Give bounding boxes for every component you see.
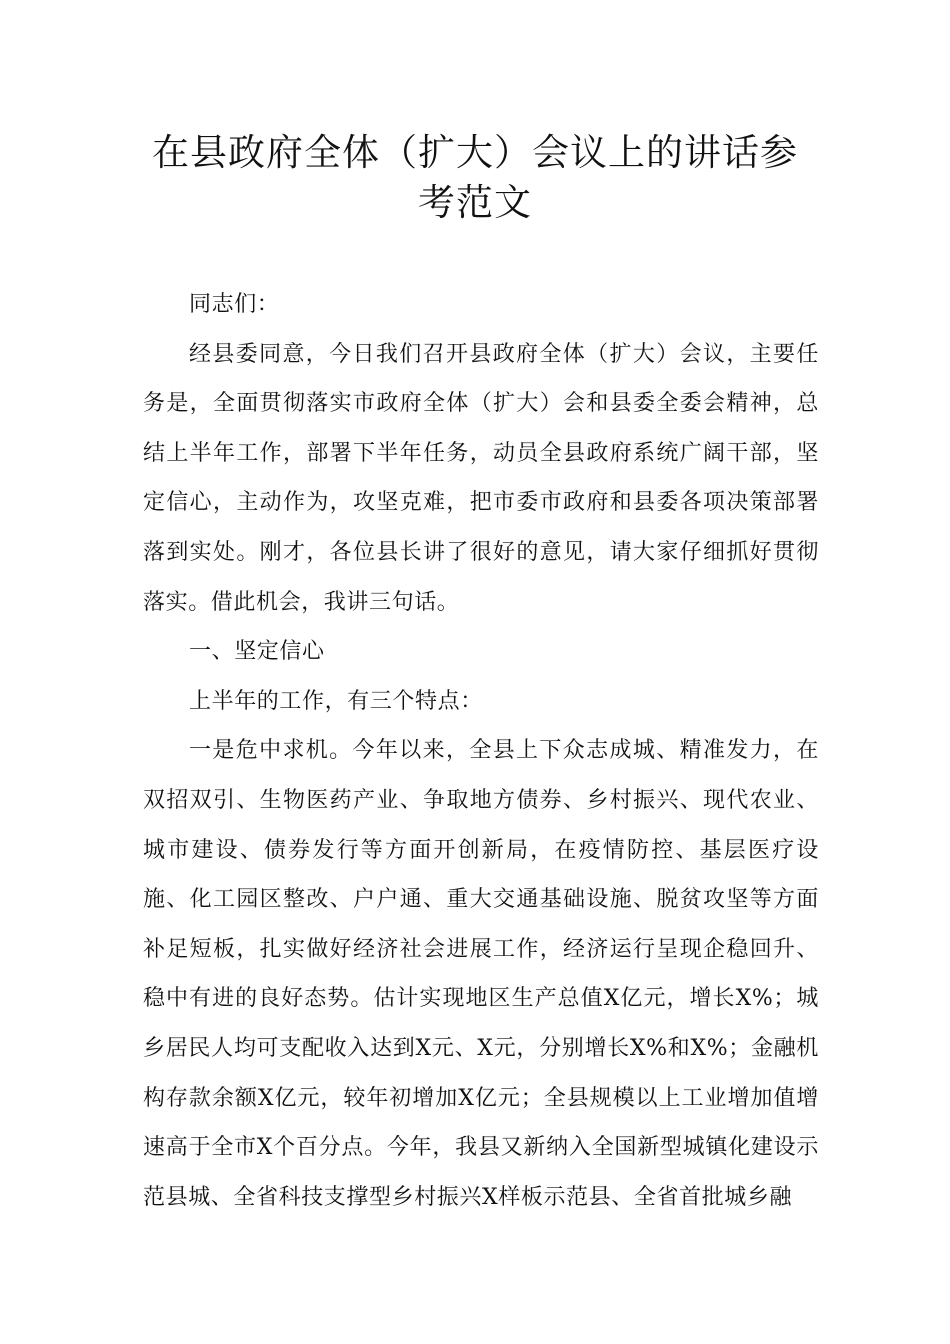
section-heading-1: 一、坚定信心 bbox=[189, 639, 325, 665]
title-line-2: 考范文 bbox=[418, 181, 532, 224]
paragraph-intro: 经县委同意，今日我们召开县政府全体（扩大）会议，主要任务是，全面贯彻落实市政府全体（扩大）会和县委全委会精神，总结上半年工作，部署下半年任务，动员全县政府系统广阔干部，坚定信心，主动作为，攻坚克难，把市委市政府和县委各项决策部署落到实处。刚才，各位县长讲了很好的意见，请大家仔细抓好贯彻落实。借此机会，我讲三句话。 bbox=[143, 341, 819, 615]
document-body bbox=[143, 280, 819, 1222]
paragraph-point-1: 一是危中求机。今年以来，全县上下众志成城、精准发力，在双招双引、生物医药产业、争取地方债券、乡村振兴、现代农业、城市建设、债券发行等方面开创新局，在疫情防控、基层医疗设施、化工园区整改、户户通、重大交通基础设施、脱贫攻坚等方面补足短板，扎实做好经济社会进展工作，经济运行呈现企稳回升、稳中有进的良好态势。估计实现地区生产总值X亿元，增长X%；城乡居民人均可支配收入达到X元、X元，分别增长X%和X%；金融机构存款余额X亿元，较年初增加X亿元；全县规模以上工业增加值增速高于全市X个百分点。今年，我县又新纳入全国新型城镇化建设示范县城、全省科技支撑型乡村振兴X样板示范县、全省首批城乡融 bbox=[143, 738, 819, 1210]
document-title bbox=[120, 128, 830, 228]
paragraph-features: 上半年的工作，有三个特点： bbox=[189, 688, 483, 714]
title-line-1: 在县政府全体（扩大）会议上的讲话参 bbox=[152, 131, 798, 174]
salutation: 同志们： bbox=[189, 292, 280, 317]
